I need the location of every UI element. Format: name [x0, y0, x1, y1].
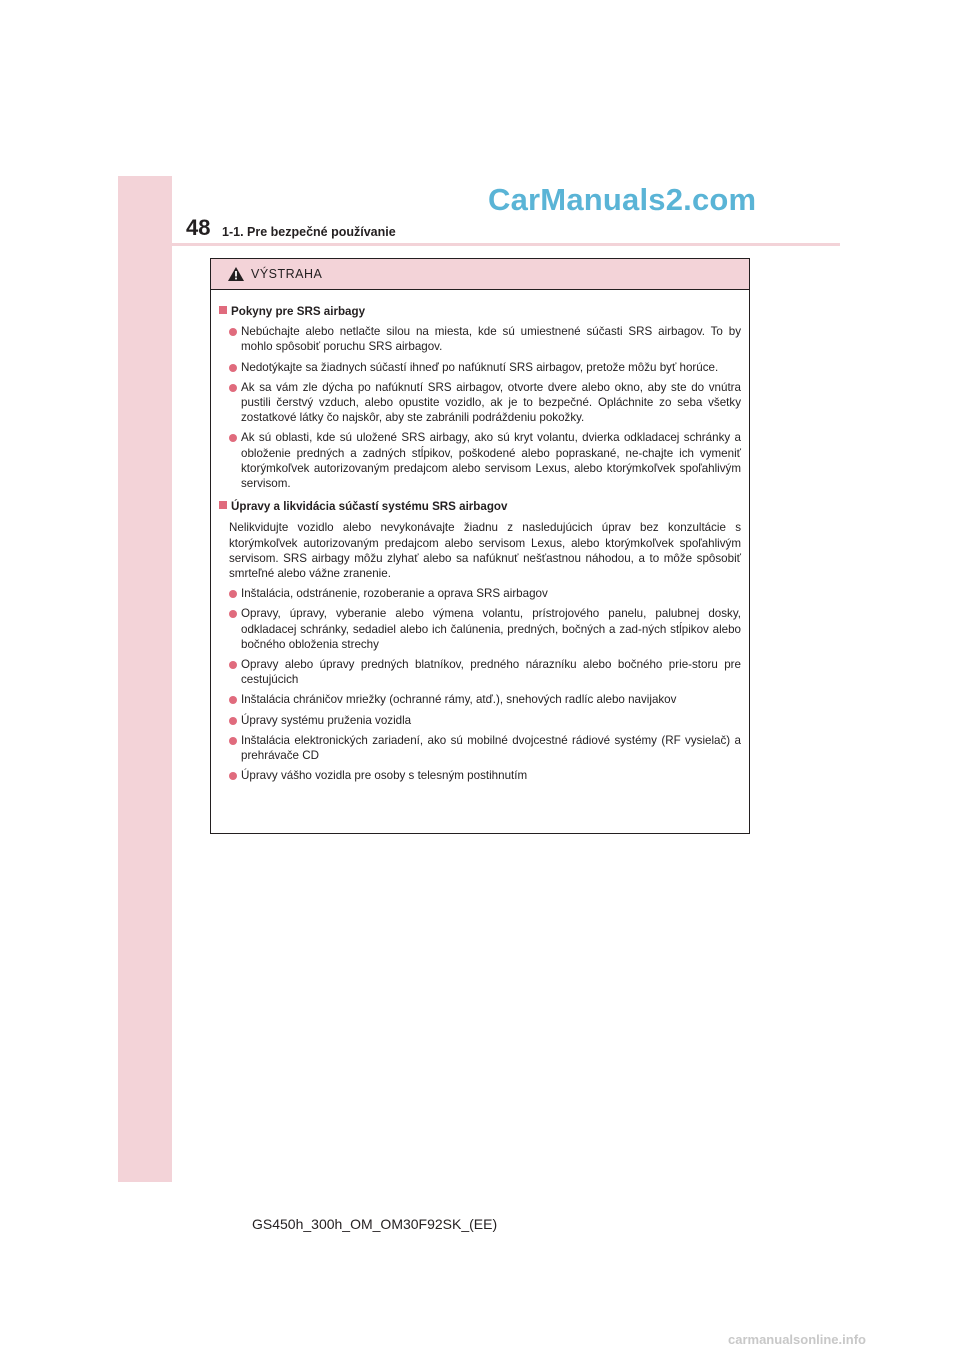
- list-item: [229, 657, 741, 687]
- top-watermark: CarManuals2.com: [488, 182, 757, 217]
- warning-body: [211, 290, 749, 783]
- round-bullet-icon: [229, 737, 237, 745]
- warning-title: VÝSTRAHA: [251, 267, 323, 281]
- list-item-text: Inštalácia elektronických zariadení, ako sú mobilné dvojcestné rádiové systémy (RF vysielač) a prehrávače CD: [241, 733, 741, 763]
- list-item-text: Úpravy vášho vozidla pre osoby s telesným postihnutím: [241, 769, 528, 783]
- list-item: [229, 606, 741, 652]
- section-intro: Nelikvidujte vozidlo alebo nevykonávajte žiadnu z nasledujúcich úprav bez konzultácie s ktorýmkoľvek autorizovaným predajcom alebo servisom Lexus, alebo ktorýmkoľvek spoľahlivým servisom. SRS airbagy môžu zlyhať alebo sa nafúknuť nešťastnou náhodou, a to môže spôsobiť smrteľné alebo vážne zranenie.: [229, 521, 741, 581]
- list-item-text: Inštalácia, odstránenie, rozoberanie a oprava SRS airbagov: [241, 587, 548, 601]
- round-bullet-icon: [229, 717, 237, 725]
- warning-header: [211, 259, 749, 290]
- list-item: [229, 360, 741, 375]
- round-bullet-icon: [229, 772, 237, 780]
- list-item-text: Opravy, úpravy, vyberanie alebo výmena volantu, prístrojového panelu, palubnej dosky, odkladacej schránky, sedadiel alebo ich čalúnenia, predných, bočných a zad-ných stĺpikov alebo bočného obloženia strechy: [241, 607, 741, 651]
- list-item-text: Opravy alebo úpravy predných blatníkov, predného nárazníku alebo bočného prie-storu pre cestujúcich: [241, 658, 741, 687]
- round-bullet-icon: [229, 696, 237, 704]
- section-title: 1-1. Pre bezpečné používanie: [222, 225, 396, 239]
- list-item: [229, 692, 741, 707]
- round-bullet-icon: [229, 328, 237, 336]
- document-code: GS450h_300h_OM_OM30F92SK_(EE): [252, 1216, 498, 1232]
- list-item-text: Úpravy systému pruženia vozidla: [241, 713, 412, 727]
- section-heading-text: Úpravy a likvidácia súčastí systému SRS airbagov: [231, 500, 508, 514]
- header-rule: [172, 243, 840, 246]
- round-bullet-icon: [229, 384, 237, 392]
- list-item-text: Ak sú oblasti, kde sú uložené SRS airbagy, ako sú kryt volantu, dvierka odkladacej schránky a obloženie predných a zadných stĺpikov, poškodené alebo popraskané, ne-chajte ich vymeniť ktorýmkoľvek autorizovaným predajcom alebo servisom Lexus, alebo ktorýmkoľvek spoľahlivým servisom.: [241, 431, 741, 491]
- list-item: [229, 380, 741, 426]
- side-color-band: [118, 176, 172, 1182]
- square-bullet-icon: [219, 306, 227, 314]
- warning-box: [210, 258, 750, 834]
- list-item: [229, 768, 741, 783]
- round-bullet-icon: [229, 434, 237, 442]
- round-bullet-icon: [229, 661, 237, 669]
- page-number: 48: [186, 215, 211, 240]
- list-item: [229, 713, 741, 728]
- list-item-text: Nebúchajte alebo netlačte silou na miesta, kde sú umiestnené súčasti SRS airbagov. To by mohlo spôsobiť poruchu SRS airbagov.: [241, 325, 741, 354]
- section-heading-text: Pokyny pre SRS airbagy: [231, 305, 366, 318]
- list-item: [229, 586, 741, 601]
- round-bullet-icon: [229, 590, 237, 598]
- list-item-text: Nedotýkajte sa žiadnych súčastí ihneď po nafúknutí SRS airbagov, pretože môžu byť horúce.: [241, 360, 719, 374]
- list-item: [229, 324, 741, 354]
- list-item: [229, 733, 741, 763]
- section-heading: [219, 499, 741, 514]
- square-bullet-icon: [219, 501, 227, 509]
- list-item: [229, 430, 741, 491]
- round-bullet-icon: [229, 610, 237, 618]
- warning-triangle-icon: [227, 266, 245, 282]
- list-item-text: Inštalácia chráničov mriežky (ochranné rámy, atď.), snehových radlíc alebo navijakov: [241, 693, 677, 707]
- section-heading: [219, 304, 741, 319]
- bottom-watermark: carmanualsonline.info: [728, 1332, 866, 1347]
- round-bullet-icon: [229, 364, 237, 372]
- list-item-text: Ak sa vám zle dýcha po nafúknutí SRS airbagov, otvorte dvere alebo okno, aby ste do vnútra pustili čerstvý vzduch, alebo opustite vozidlo, ak je to bezpečné. Opláchnite zo seba všetky zostatkové látky čo najskôr, aby ste zabránili podráždeniu pokožky.: [241, 380, 741, 425]
